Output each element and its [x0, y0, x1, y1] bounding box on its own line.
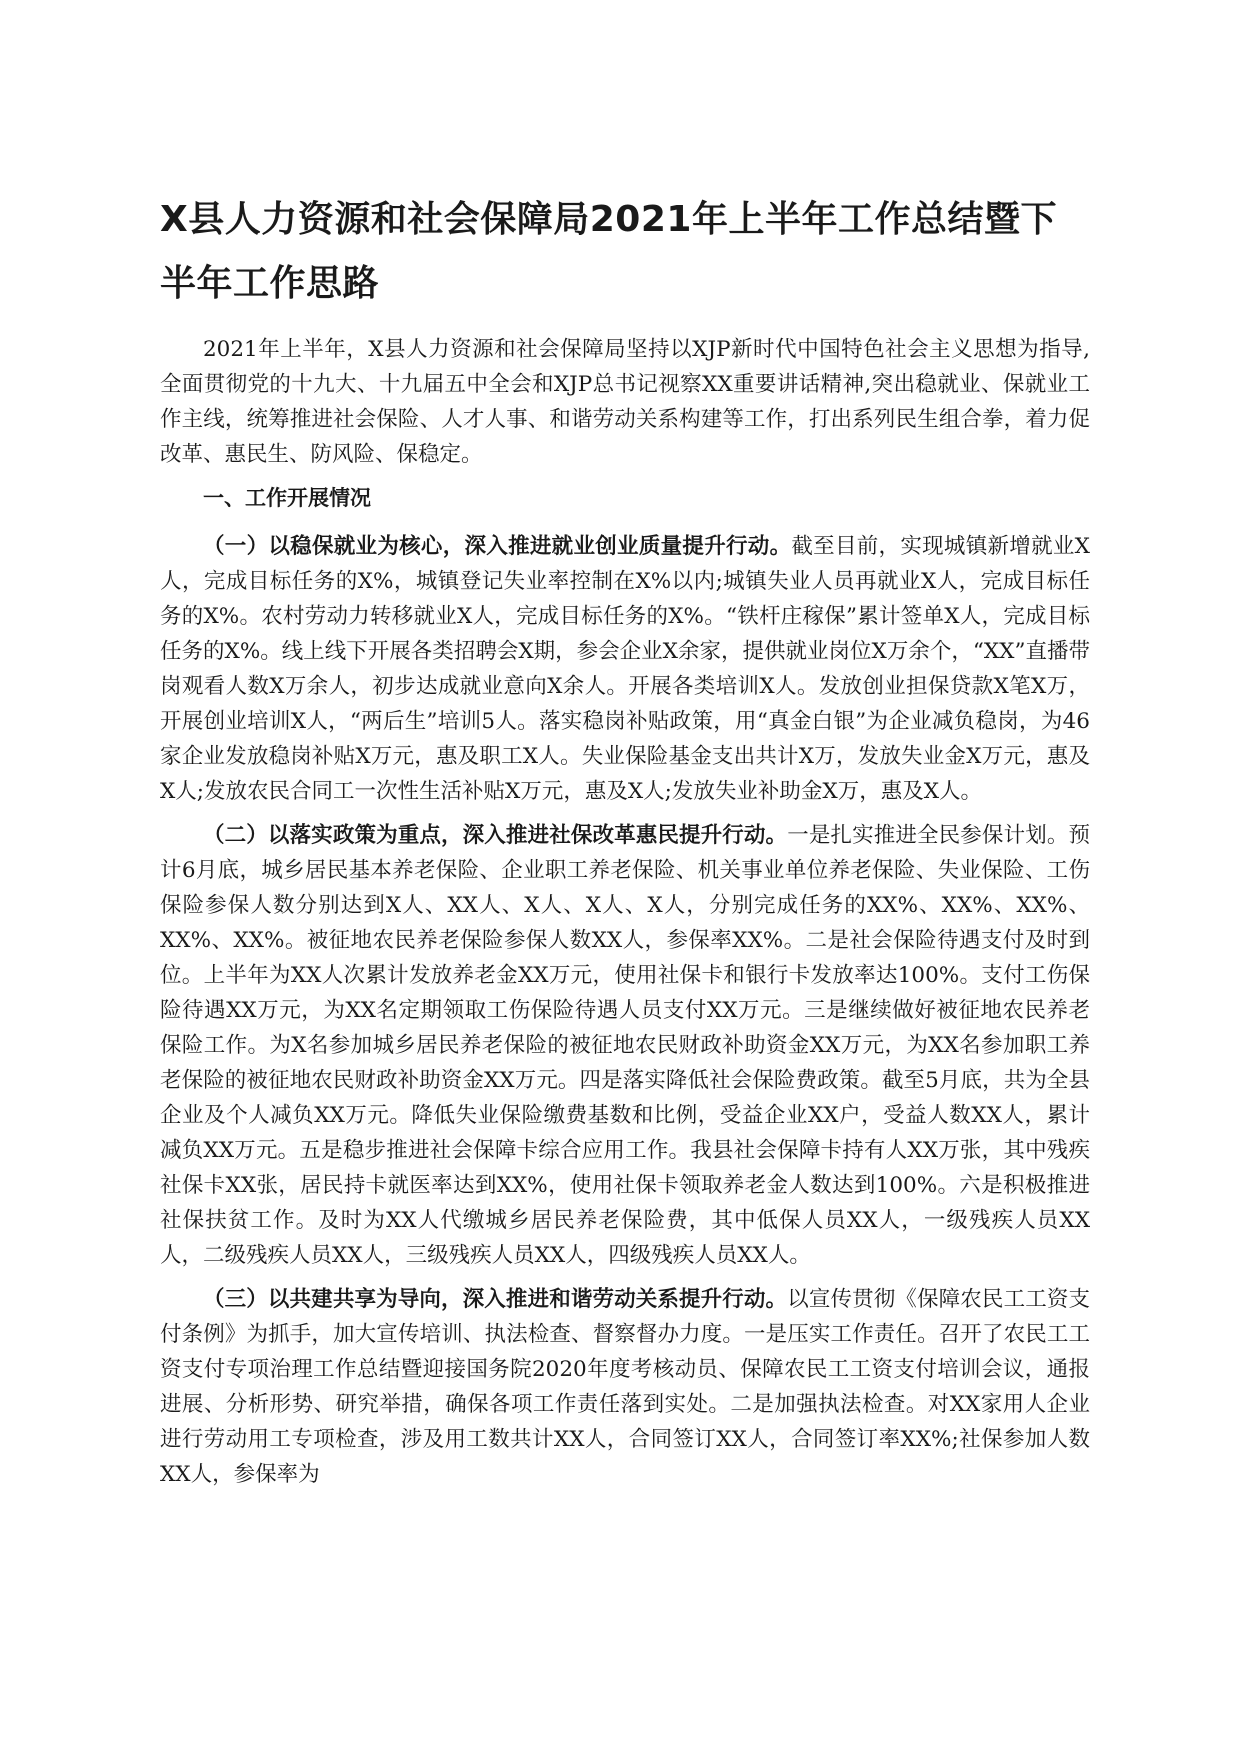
item-lead-labor-relations: （三）以共建共享为导向，深入推进和谐劳动关系提升行动。	[203, 1287, 788, 1312]
item-paragraph-social-security	[160, 818, 1090, 1273]
intro-paragraph: 2021年上半年，X县人力资源和社会保障局坚持以XJP新时代中国特色社会主义思想为指导,全面贯彻党的十九大、十九届五中全会和XJP总书记视察XX重要讲话精神,突出稳就业、保就业工作主线，统筹推进社会保险、人才人事、和谐劳动关系构建等工作，打出系列民生组合拳，着力促改革、惠民生、防风险、保稳定。	[160, 337, 1090, 467]
item-body-social-security: 一是扎实推进全民参保计划。预计6月底，城乡居民基本养老保险、企业职工养老保险、机关事业单位养老保险、失业保险、工伤保险参保人数分别达到X人、XX人、X人、X人、X人，分别完成任务的XX%、XX%、XX%、XX%、XX%。被征地农民养老保险参保人数XX人，参保率XX%。二是社会保险待遇支付及时到位。上半年为XX人次累计发放养老金XX万元，使用社保卡和银行卡发放率达100%。支付工伤保险待遇XX万元，为XX名定期领取工伤保险待遇人员支付XX万元。三是继续做好被征地农民养老保险工作。为X名参加城乡居民养老保险的被征地农民财政补助资金XX万元，为XX名参加职工养老保险的被征地农民财政补助资金XX万元。四是落实降低社会保险费政策。截至5月底，共为全县企业及个人减负XX万元。降低失业保险缴费基数和比例，受益企业XX户，受益人数XX人，累计减负XX万元。五是稳步推进社会保障卡综合应用工作。我县社会保障卡持有人XX万张，其中残疾社保卡XX张，居民持卡就医率达到XX%，使用社保卡领取养老金人数达到100%。六是积极推进社保扶贫工作。及时为XX人代缴城乡居民养老保险费，其中低保人员XX人，一级残疾人员XX人，二级残疾人员XX人，三级残疾人员XX人，四级残疾人员XX人。	[160, 823, 1090, 1268]
item-lead-social-security: （二）以落实政策为重点，深入推进社保改革惠民提升行动。	[203, 823, 788, 848]
section-heading-work-progress: 一、工作开展情况	[203, 486, 371, 510]
document-page	[160, 188, 1090, 1501]
item-paragraph-labor-relations	[160, 1282, 1090, 1492]
item-lead-employment: （一）以稳保就业为核心，深入推进就业创业质量提升行动。	[203, 534, 792, 559]
document-title: X县人力资源和社会保障局2021年上半年工作总结暨下半年工作思路	[160, 199, 1057, 304]
item-body-labor-relations: 以宣传贯彻《保障农民工工资支付条例》为抓手，加大宣传培训、执法检查、督察督办力度。一是压实工作责任。召开了农民工工资支付专项治理工作总结暨迎接国务院2020年度考核动员、保障农民工工资支付培训会议，通报进展、分析形势、研究举措，确保各项工作责任落到实处。二是加强执法检查。对XX家用人企业进行劳动用工专项检查，涉及用工数共计XX人，合同签订XX人，合同签订率XX%;社保参加人数XX人，参保率为	[160, 1287, 1090, 1487]
item-paragraph-employment	[160, 529, 1090, 809]
item-body-employment: 截至目前，实现城镇新增就业X人，完成目标任务的X%，城镇登记失业率控制在X%以内;城镇失业人员再就业X人，完成目标任务的X%。农村劳动力转移就业X人，完成目标任务的X%。“铁杆庄稼保”累计签单X人，完成目标任务的X%。线上线下开展各类招聘会X期，参会企业X余家，提供就业岗位X万余个，“XX”直播带岗观看人数X万余人，初步达成就业意向X余人。开展各类培训X人。发放创业担保贷款X笔X万，开展创业培训X人，“两后生”培训5人。落实稳岗补贴政策，用“真金白银”为企业减负稳岗，为46家企业发放稳岗补贴X万元，惠及职工X人。失业保险基金支出共计X万，发放失业金X万元，惠及X人;发放农民合同工一次性生活补贴X万元，惠及X人;发放失业补助金X万，惠及X人。	[160, 534, 1090, 804]
